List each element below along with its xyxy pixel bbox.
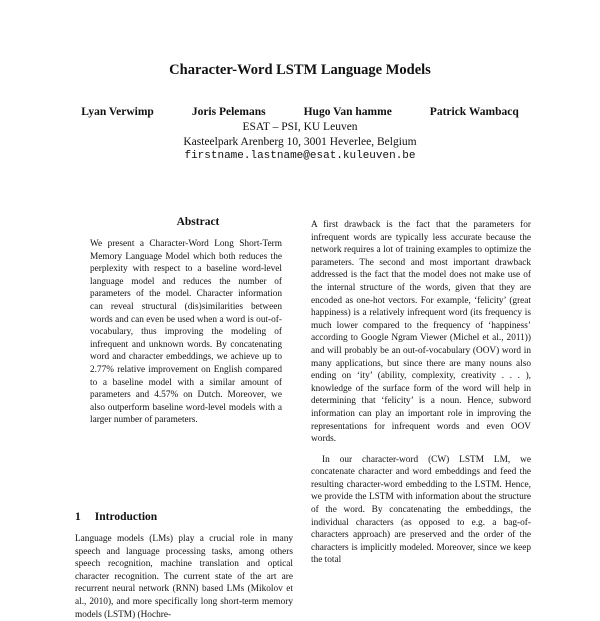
- body-paragraph: A first drawback is the fact that the parameters for infrequent words are typically less accurate because the network requires a lot of training examples to optimize the parameters. The second and most important drawback addressed is the fact that the model does not make use of the internal structure of the words, given that they are encoded as one-hot vectors. For example, ‘felicity’ (great happiness) is a relatively infrequent word (its frequency is much lower compared to the frequency of ‘happiness’ according to Google Ngram Viewer (Michel et al., 2011)) and will probably be an out-of-vocabulary (OOV) word in many applications, but since there are many nouns also ending on ‘ity’ (ability, complexity, creativity . . . ), knowledge of the surface form of the word will help in determining that ‘felicity’ is a noun. Hence, subword information can play an important role in improving the representations for infrequent words and even OOV words.: [311, 220, 531, 445]
- section-number: 1: [75, 511, 81, 523]
- address: Kasteelpark Arenberg 10, 3001 Heverlee, Belgium: [183, 136, 417, 148]
- abstract-text: We present a Character-Word Long Short-Term Memory Language Model which both reduces the perplexity with respect to a baseline word-level language model and reduces the number of parameters of the model. Character information can reveal structural (dis)similarities between words and can even be used when a word is out-of-vocabulary, thus improving the modeling of infrequent and unknown words. By concatenating word and character embeddings, we achieve up to 2.77% relative improvement on English compared to a baseline model with a similar amount of parameters and 4.57% on Dutch. Moreover, we also outperform baseline word-level models with a larger number of parameters.: [90, 239, 282, 426]
- author-list: [0, 106, 600, 118]
- author-name: Patrick Wambacq: [429, 106, 519, 118]
- abstract-heading: Abstract: [176, 216, 220, 228]
- body-paragraph: In our character-word (CW) LSTM LM, we concatenate character and word embeddings and feed the resulting character-word embedding to the LSTM. Hence, we provide the LSTM with information about the structure of the word. By concatenating the embeddings, the individual characters (as opposed to e.g. a bag-of-characters approach) are preserved and the order of the characters is implicitly modeled. Moreover, since we keep the total: [311, 454, 531, 566]
- author-name: Joris Pelemans: [191, 106, 266, 118]
- introduction-text: Language models (LMs) play a crucial role in many speech and language processing tasks, among others speech recognition, machine translation and optical character recognition. The current state of the art are recurrent neural network (RNN) based LMs (Mikolov et al., 2010), and more specifically long short-term memory models (LSTM) (Hochre-: [75, 534, 293, 620]
- author-email: firstname.lastname@esat.kuleuven.be: [184, 150, 416, 162]
- section-heading: [75, 511, 157, 523]
- section-title: Introduction: [94, 511, 158, 523]
- paper-title: Character-Word LSTM Language Models: [169, 62, 431, 78]
- right-column: [311, 219, 531, 567]
- affiliation: ESAT – PSI, KU Leuven: [242, 121, 358, 133]
- author-name: Lyan Verwimp: [81, 106, 154, 118]
- author-name: Hugo Van hamme: [303, 106, 392, 118]
